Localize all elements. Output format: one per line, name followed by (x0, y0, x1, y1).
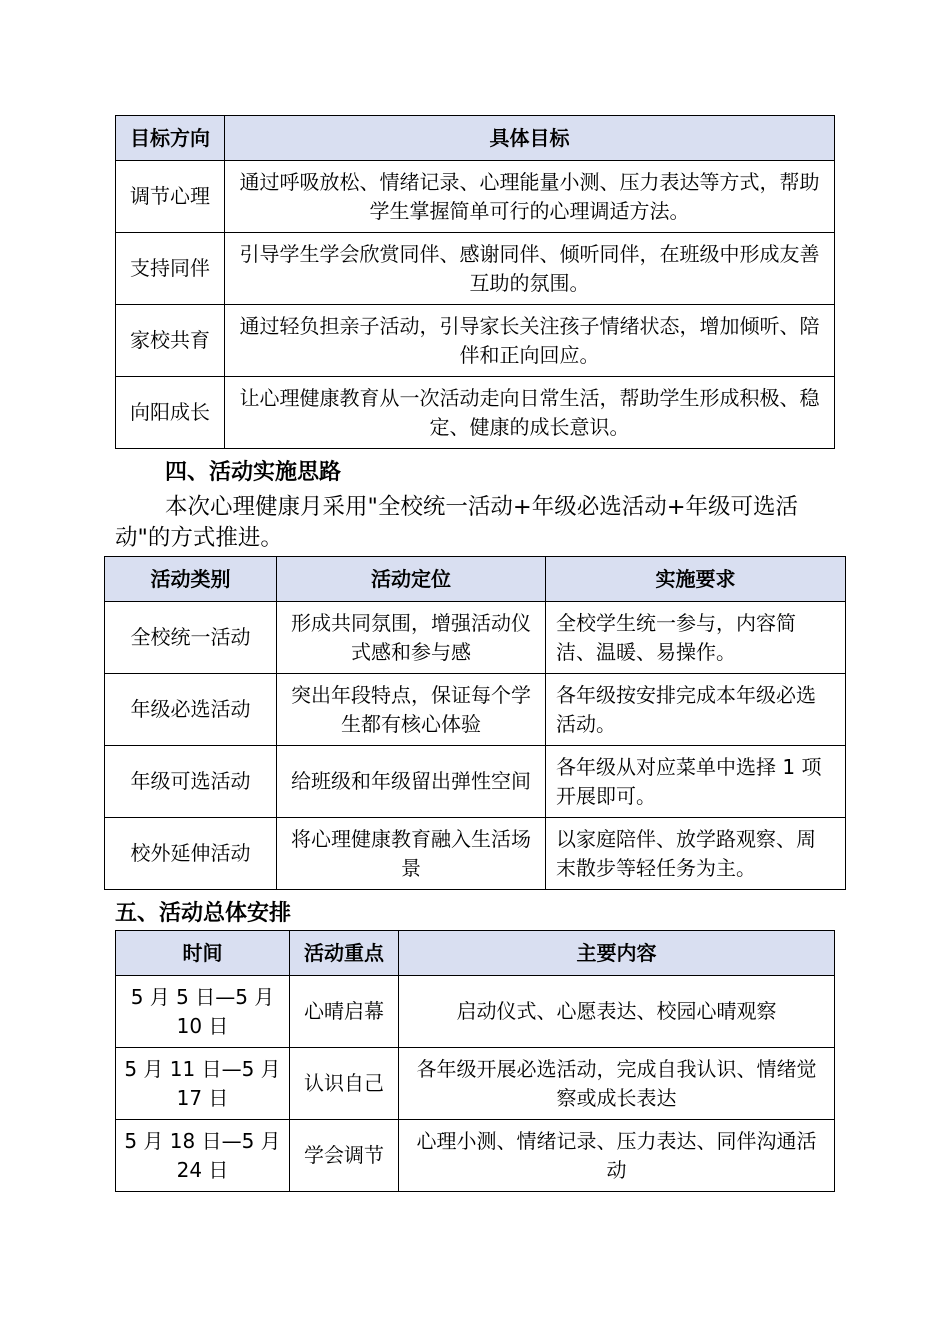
schedule-content: 启动仪式、心愿表达、校园心晴观察 (399, 976, 835, 1048)
table-row (105, 818, 846, 890)
table-row (116, 1048, 835, 1120)
table-row (116, 233, 835, 305)
activity-requirement: 全校学生统一参与，内容简洁、温暖、易操作。 (546, 602, 846, 674)
column-header: 主要内容 (399, 931, 835, 976)
goals-table (115, 115, 835, 449)
activity-requirement: 各年级从对应菜单中选择 1 项开展即可。 (546, 746, 846, 818)
goal-detail: 引导学生学会欣赏同伴、感谢同伴、倾听同伴，在班级中形成友善互助的氛围。 (225, 233, 835, 305)
activity-category: 年级必选活动 (105, 674, 277, 746)
goal-detail: 通过轻负担亲子活动，引导家长关注孩子情绪状态，增加倾听、陪伴和正向回应。 (225, 305, 835, 377)
table-row (116, 305, 835, 377)
table-header-row (116, 931, 835, 976)
section-heading: 四、活动实施思路 (165, 460, 342, 485)
column-header: 具体目标 (225, 116, 835, 161)
goal-direction: 家校共育 (116, 305, 225, 377)
activity-category: 校外延伸活动 (105, 818, 277, 890)
table-header-row (116, 116, 835, 161)
column-header: 活动重点 (290, 931, 399, 976)
schedule-content: 各年级开展必选活动，完成自我认识、情绪觉察或成长表达 (399, 1048, 835, 1120)
activity-types-table (104, 556, 846, 890)
activity-positioning: 形成共同氛围，增强活动仪式感和参与感 (277, 602, 546, 674)
column-header: 时间 (116, 931, 290, 976)
schedule-focus: 认识自己 (290, 1048, 399, 1120)
activity-requirement: 以家庭陪伴、放学路观察、周末散步等轻任务为主。 (546, 818, 846, 890)
schedule-table (115, 930, 835, 1192)
schedule-time: 5 月 5 日—5 月 10 日 (116, 976, 290, 1048)
activity-positioning: 给班级和年级留出弹性空间 (277, 746, 546, 818)
column-header: 目标方向 (116, 116, 225, 161)
table-row (105, 674, 846, 746)
schedule-focus: 心晴启幕 (290, 976, 399, 1048)
activity-positioning: 突出年段特点，保证每个学生都有核心体验 (277, 674, 546, 746)
schedule-time: 5 月 18 日—5 月 24 日 (116, 1120, 290, 1192)
column-header: 实施要求 (546, 557, 846, 602)
column-header: 活动类别 (105, 557, 277, 602)
table-header-row (105, 557, 846, 602)
table-row (105, 602, 846, 674)
activity-requirement: 各年级按安排完成本年级必选活动。 (546, 674, 846, 746)
table-row (105, 746, 846, 818)
table-row (116, 377, 835, 449)
schedule-content: 心理小测、情绪记录、压力表达、同伴沟通活动 (399, 1120, 835, 1192)
schedule-time: 5 月 11 日—5 月 17 日 (116, 1048, 290, 1120)
activity-positioning: 将心理健康教育融入生活场景 (277, 818, 546, 890)
table-row (116, 976, 835, 1048)
table-row (116, 1120, 835, 1192)
schedule-focus: 学会调节 (290, 1120, 399, 1192)
goal-direction: 支持同伴 (116, 233, 225, 305)
goal-detail: 让心理健康教育从一次活动走向日常生活，帮助学生形成积极、稳定、健康的成长意识。 (225, 377, 835, 449)
table-row (116, 161, 835, 233)
section-paragraph: 本次心理健康月采用"全校统一活动+年级必选活动+年级可选活动"的方式推进。 (115, 494, 799, 551)
goal-direction: 向阳成长 (116, 377, 225, 449)
section-heading: 五、活动总体安排 (115, 901, 292, 926)
goal-direction: 调节心理 (116, 161, 225, 233)
goal-detail: 通过呼吸放松、情绪记录、心理能量小测、压力表达等方式，帮助学生掌握简单可行的心理调适方法。 (225, 161, 835, 233)
column-header: 活动定位 (277, 557, 546, 602)
activity-category: 全校统一活动 (105, 602, 277, 674)
activity-category: 年级可选活动 (105, 746, 277, 818)
